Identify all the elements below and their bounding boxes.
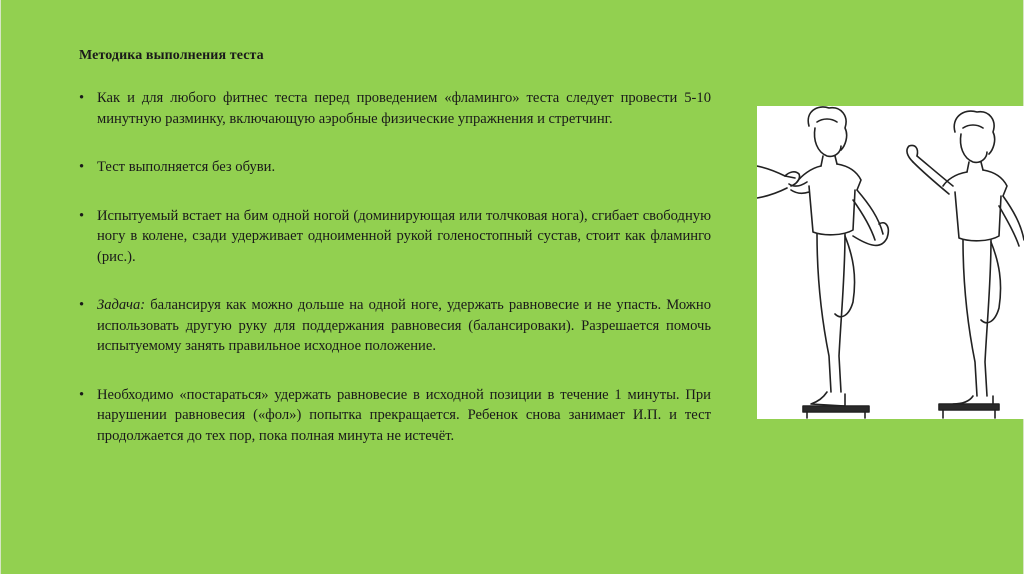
bullet-text: Необходимо «постараться» удержать равновесие в исходной позиции в течение 1 минуты. При нарушении равновесия («фол») попытка прекращается. Ребенок снова занимает И.П. и тест продолжается до тех пор, пока полная минута не истечёт. bbox=[97, 386, 711, 444]
bullet-dot: • bbox=[79, 207, 85, 224]
bullet-list bbox=[79, 88, 711, 474]
child-figure-balancing bbox=[907, 111, 1024, 418]
flamingo-figures-drawing bbox=[757, 106, 1024, 419]
slide-title: Методика выполнения теста bbox=[79, 48, 264, 63]
bullet-item-stance bbox=[79, 206, 711, 268]
bullet-label-task: Задача: bbox=[97, 297, 146, 313]
bullet-item-warmup bbox=[79, 88, 711, 129]
bullet-text: балансируя как можно дольше на одной ноге, удержать равновесие и не упасть. Можно использовать другую руку для поддержания равновесия (балансировaки). Разрешается помочь испытуемому занять правильное исходное положение. bbox=[97, 297, 711, 354]
bullet-dot: • bbox=[79, 90, 85, 106]
bullet-text: Тест выполняется без обуви. bbox=[97, 159, 276, 175]
bullet-dot: • bbox=[79, 159, 85, 175]
bullet-dot: • bbox=[79, 297, 85, 313]
bullet-text: Испытуемый встает на бим одной ногой (доминирующая или толчковая нога), сгибает свободную ногу в колене, сзади удерживает одноименной рукой голеностопный сустав, стоит как фламинго (рис.). bbox=[97, 207, 711, 265]
child-figure-assisted bbox=[789, 107, 888, 418]
bullet-dot: • bbox=[79, 386, 85, 403]
helper-arm bbox=[757, 166, 800, 198]
bullet-item-task bbox=[79, 295, 711, 357]
flamingo-test-illustration bbox=[757, 106, 1024, 419]
bullet-item-barefoot bbox=[79, 157, 711, 178]
bullet-item-duration bbox=[79, 385, 711, 447]
bullet-text: Как и для любого фитнес теста перед проведением «фламинго» теста следует провести 5-10 минутную разминку, включающую аэробные физические упражнения и стретчинг. bbox=[97, 90, 711, 127]
